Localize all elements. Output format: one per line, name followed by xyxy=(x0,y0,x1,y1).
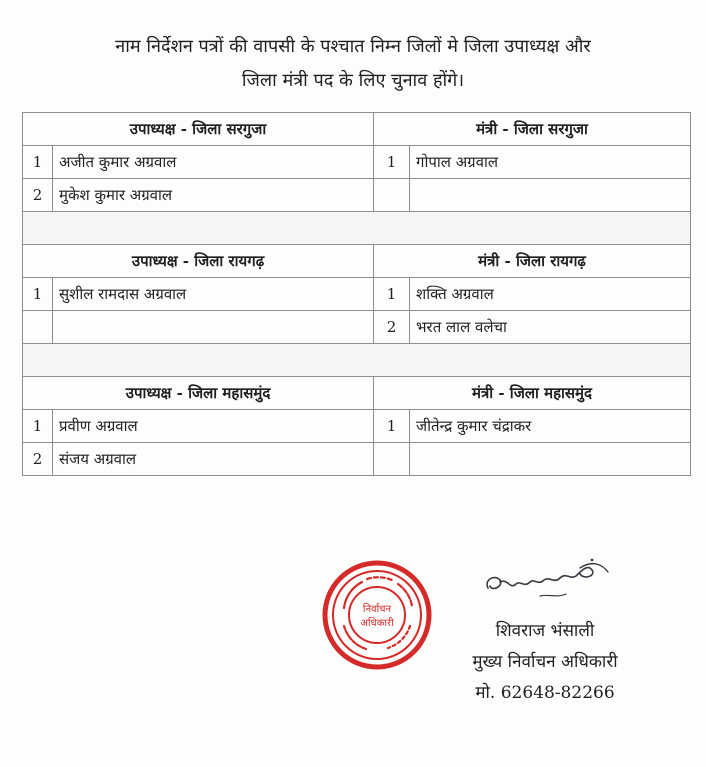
notice-heading xyxy=(0,30,706,98)
row-number: 1 xyxy=(23,278,53,311)
section-right-title: मंत्री - जिला रायगढ़ xyxy=(374,245,691,278)
candidates-table xyxy=(22,112,691,476)
candidate-name: सुशील रामदास अग्रवाल xyxy=(53,278,374,311)
section-left-title: उपाध्यक्ष - जिला महासमुंद xyxy=(23,377,374,410)
section-left-title: उपाध्यक्ष - जिला रायगढ़ xyxy=(23,245,374,278)
section-header-row xyxy=(23,113,691,146)
section-right-title: मंत्री - जिला महासमुंद xyxy=(374,377,691,410)
row-number: 1 xyxy=(23,410,53,443)
candidate-name: भरत लाल वलेचा xyxy=(410,311,691,344)
table-row xyxy=(23,443,691,476)
section-separator xyxy=(23,212,691,245)
table-row xyxy=(23,278,691,311)
table-row xyxy=(23,179,691,212)
row-number xyxy=(374,179,410,212)
heading-line-2: जिला मंत्री पद के लिए चुनाव होंगे। xyxy=(241,70,465,91)
table-row xyxy=(23,311,691,344)
candidate-name: शक्ति अग्रवाल xyxy=(410,278,691,311)
row-number xyxy=(23,311,53,344)
candidate-name: जीतेन्द्र कुमार चंद्राकर xyxy=(410,410,691,443)
seal-text-2: अधिकारी xyxy=(360,618,394,629)
row-number: 1 xyxy=(374,146,410,179)
candidate-name: संजय अग्रवाल xyxy=(53,443,374,476)
candidate-name: प्रवीण अग्रवाल xyxy=(53,410,374,443)
signatory-phone: मो. 62648-82266 xyxy=(475,683,615,703)
candidate-name xyxy=(410,179,691,212)
row-number: 1 xyxy=(23,146,53,179)
row-number: 1 xyxy=(374,278,410,311)
row-number: 2 xyxy=(374,311,410,344)
section-right-title: मंत्री - जिला सरगुजा xyxy=(374,113,691,146)
seal-text-1: निर्वाचन xyxy=(362,604,392,615)
heading-line-1: नाम निर्देशन पत्रों की वापसी के पश्चात निम्न जिलों मे जिला उपाध्यक्ष और xyxy=(115,36,591,57)
table-row xyxy=(23,146,691,179)
section-left-title: उपाध्यक्ष - जिला सरगुजा xyxy=(23,113,374,146)
separator-cell xyxy=(23,212,691,245)
signatory-designation: मुख्य निर्वाचन अधिकारी xyxy=(472,652,618,672)
separator-cell xyxy=(23,344,691,377)
section-separator xyxy=(23,344,691,377)
candidate-name xyxy=(53,311,374,344)
row-number xyxy=(374,443,410,476)
table-row xyxy=(23,410,691,443)
handwritten-signature xyxy=(480,550,615,610)
candidate-name: मुकेश कुमार अग्रवाल xyxy=(53,179,374,212)
signatory-name: शिवराज भंसाली xyxy=(495,621,595,641)
section-header-row xyxy=(23,377,691,410)
row-number: 2 xyxy=(23,443,53,476)
section-header-row xyxy=(23,245,691,278)
official-seal xyxy=(322,560,432,670)
candidate-name xyxy=(410,443,691,476)
candidate-name: अजीत कुमार अग्रवाल xyxy=(53,146,374,179)
row-number: 1 xyxy=(374,410,410,443)
row-number: 2 xyxy=(23,179,53,212)
candidate-name: गोपाल अग्रवाल xyxy=(410,146,691,179)
signatory-block xyxy=(455,616,635,709)
